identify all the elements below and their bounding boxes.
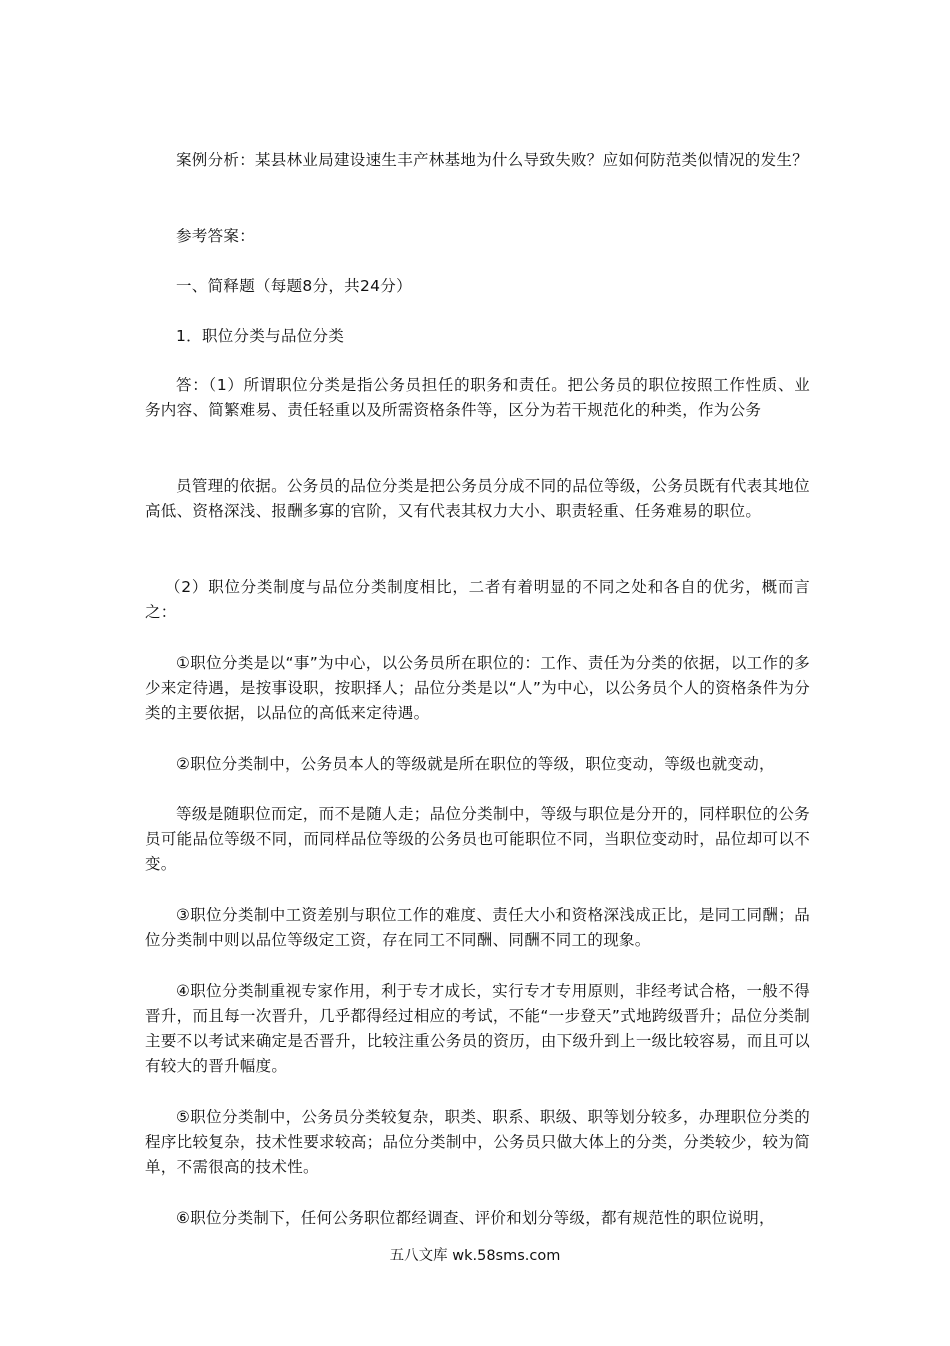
- answer-paragraph: ②职位分类制中，公务员本人的等级就是所在职位的等级，职位变动，等级也就变动，: [176, 755, 775, 773]
- case-question: 案例分析：某县林业局建设速生丰产林基地为什么导致失败？应如何防范类似情况的发生？: [176, 151, 809, 169]
- answer-paragraph: ③职位分类制中工资差别与职位工作的难度、责任大小和资格深浅成正比，是同工同酬；品位分类制中则以品位等级定工资，存在同工不同酬、同酬不同工的现象。: [145, 906, 810, 949]
- answer-paragraph: 员管理的依据。公务员的品位分类是把公务员分成不同的品位等级，公务员既有代表其地位高低、资格深浅、报酬多寡的官阶，又有代表其权力大小、职责轻重、任务难易的职位。: [145, 477, 810, 520]
- answer-paragraph: 等级是随职位而定，而不是随人走；品位分类制中，等级与职位是分开的，同样职位的公务员可能品位等级不同，而同样品位等级的公务员也可能职位不同，当职位变动时，品位却可以不变。: [145, 805, 810, 873]
- page-footer-watermark: 五八文库 wk.58sms.com: [389, 1248, 561, 1264]
- question-title: 1．职位分类与品位分类: [176, 327, 345, 345]
- section-heading: 一、简释题（每题8分，共24分）: [176, 277, 412, 295]
- answer-paragraph: ⑤职位分类制中，公务员分类较复杂，职类、职系、职级、职等划分较多，办理职位分类的程序比较复杂，技术性要求较高；品位分类制中，公务员只做大体上的分类，分类较少，较为简单，不需很高的技术性。: [145, 1108, 810, 1176]
- answer-paragraph: （2）职位分类制度与品位分类制度相比，二者有着明显的不同之处和各自的优劣，概而言之：: [145, 578, 810, 621]
- answer-paragraph: ④职位分类制重视专家作用，利于专才成长，实行专才专用原则，非经考试合格，一般不得晋升，而且每一次晋升，几乎都得经过相应的考试，不能“一步登天”式地跨级晋升；品位分类制主要不以考试来确定是否晋升，比较注重公务员的资历，由下级升到上一级比较容易，而且可以有较大的晋升幅度。: [145, 982, 810, 1075]
- answer-paragraph: 答：（1）所谓职位分类是指公务员担任的职务和责任。把公务员的职位按照工作性质、业务内容、简繁难易、责任轻重以及所需资格条件等，区分为若干规范化的种类，作为公务: [145, 376, 810, 419]
- answer-paragraph: ①职位分类是以“事”为中心，以公务员所在职位的：工作、责任为分类的依据，以工作的多少来定待遇，是按事设职，按职择人；品位分类是以“人”为中心，以公务员个人的资格条件为分类的主要依据，以品位的高低来定待遇。: [145, 654, 810, 722]
- answer-paragraph: ⑥职位分类制下，任何公务职位都经调查、评价和划分等级，都有规范性的职位说明，: [176, 1209, 775, 1227]
- answer-heading: 参考答案：: [176, 227, 256, 245]
